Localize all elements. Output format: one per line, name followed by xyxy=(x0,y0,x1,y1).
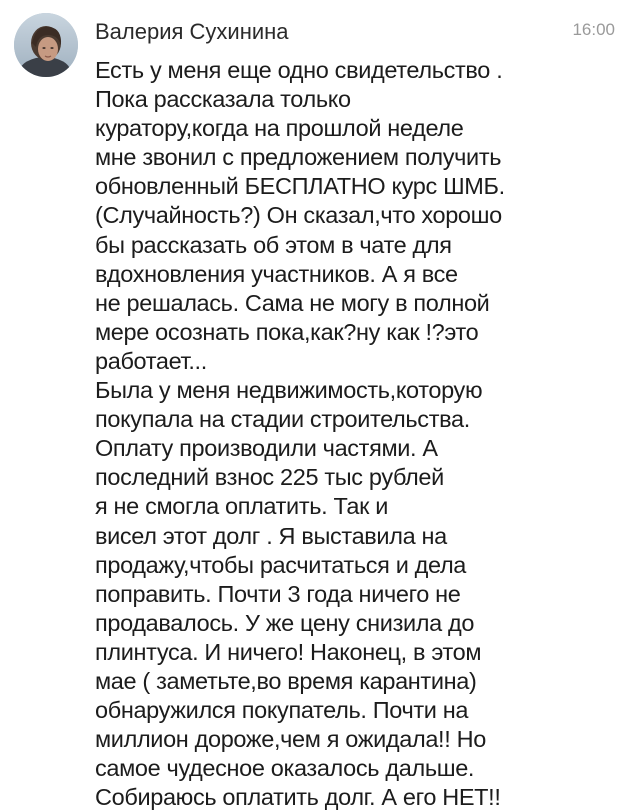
message-text-line: Пока рассказала только xyxy=(95,86,351,113)
message-text-line: Была у меня недвижимость,которую xyxy=(95,377,483,404)
message-text xyxy=(95,56,620,812)
message-text-line: Есть у меня еще одно свидетельство . xyxy=(95,57,503,83)
message-text-line: не решалась. Сама не могу в полной xyxy=(95,289,490,316)
message-text-line: мне звонил с предложением получить xyxy=(95,144,502,171)
message-timestamp: 16:00 xyxy=(572,20,615,39)
message-text-line: обновленный БЕСПЛАТНО курс ШМБ. xyxy=(95,173,505,200)
message-text-line: мае ( заметьте,во время карантина) xyxy=(95,667,477,694)
message-text-line: Оплату производили частями. А xyxy=(95,435,438,462)
message-text-line: мере осознать пока,как?ну как !?это xyxy=(95,318,479,345)
message-text-line: я не смогла оплатить. Так и xyxy=(95,493,389,520)
message-text-line: продавалось. У же цену снизила до xyxy=(95,609,475,636)
message-text-line: (Случайность?) Он сказал,что хорошо xyxy=(95,202,502,229)
message-text-line: последний взнос 225 тыс рублей xyxy=(95,464,444,491)
message-text-line: куратору,когда на прошлой неделе xyxy=(95,115,464,142)
message-text-line: обнаружился покупатель. Почти на xyxy=(95,697,469,724)
message-text-line: бы рассказать об этом в чате для xyxy=(95,231,452,258)
author-name[interactable]: Валерия Сухинина xyxy=(95,19,289,44)
avatar-photo-icon xyxy=(14,13,78,77)
message-text-line: вдохновления участников. А я все xyxy=(95,260,458,287)
message-text-line: поправить. Почти 3 года ничего не xyxy=(95,580,461,607)
message-text-line: самое чудесное оказалось дальше. xyxy=(95,755,475,782)
message-text-line: Собираюсь оплатить долг. А его НЕТ!! xyxy=(95,784,501,811)
message-text-line: плинтуса. И ничего! Наконец, в этом xyxy=(95,638,482,665)
message-text-line: миллион дороже,чем я ожидала!! Но xyxy=(95,726,486,753)
message-text-line: покупала на стадии строительства. xyxy=(95,406,470,433)
message-text-line: висел этот долг . Я выставила на xyxy=(95,522,447,549)
message-text-line: работает... xyxy=(95,347,207,374)
message-text-line: продажу,чтобы расчитаться и дела xyxy=(95,551,467,578)
avatar[interactable] xyxy=(14,13,78,77)
